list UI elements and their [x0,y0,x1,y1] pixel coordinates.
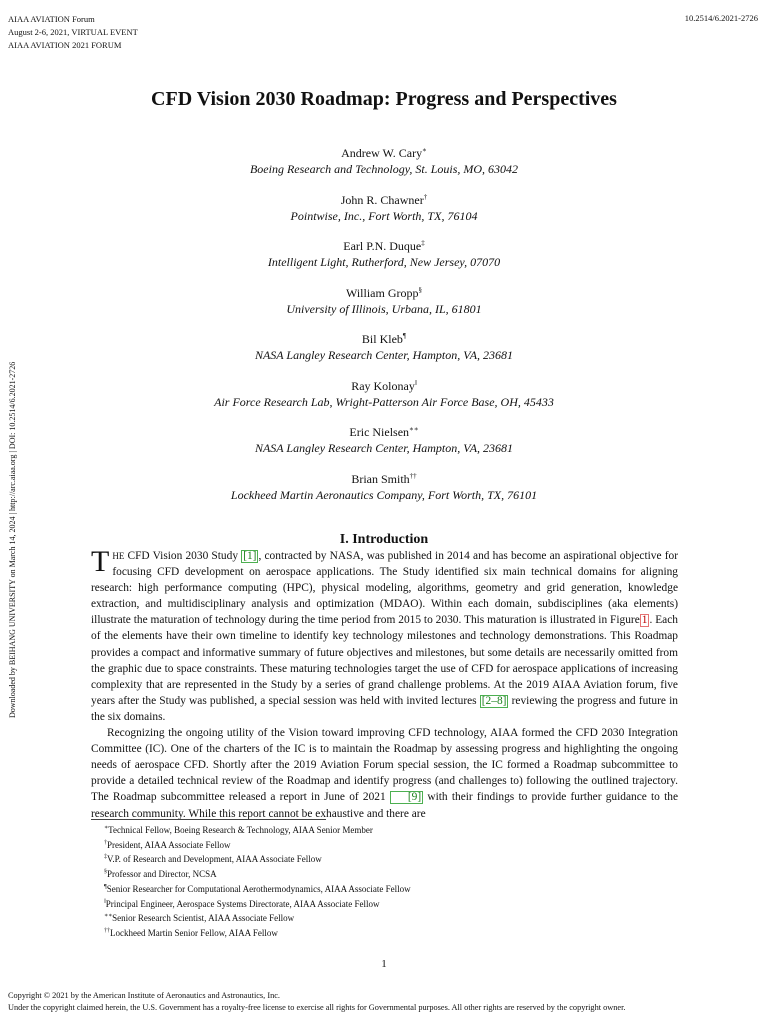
author-name: Brian Smith [351,471,410,486]
footnote-text: Principal Engineer, Aerospace Systems Directorate, AIAA Associate Fellow [105,898,380,909]
citation-link[interactable]: [2–8] [481,694,507,707]
author-block [0,328,768,375]
author-name: Eric Nielsen [349,425,410,439]
author-affiliation: NASA Langley Research Center, Hampton, VA, 23681 [254,348,514,362]
footnote-mark: ∗ [104,825,109,831]
footnote [104,896,411,911]
author-block [0,375,768,422]
author-affiliation: NASA Langley Research Center, Hampton, VA, 23681 [254,441,514,455]
author-affiliation: Pointwise, Inc., Fort Worth, TX, 76104 [290,208,478,223]
copyright-notice [8,990,625,1014]
paragraph [91,545,678,725]
author-mark: ‡ [421,239,425,247]
author-name: Earl P.N. Duque [343,239,422,253]
footnote [104,837,411,852]
footnote-mark: ∗∗ [104,913,113,920]
drop-cap: T [91,545,110,578]
footnote [104,910,411,925]
footnote-text: Professor and Director, NCSA [107,869,217,880]
introduction-body [91,545,679,822]
author-name: John R. Chawner [340,192,424,207]
author-list [0,142,768,514]
author-mark: ¶ [402,332,407,340]
footnote-mark: ‡ [104,854,107,861]
footnote-text: Senior Research Scientist, AIAA Associate Fellow [112,913,295,924]
paragraph-text: CFD Vision 2030 Study [124,550,242,562]
section-heading: I. Introduction [339,532,429,547]
header-line: AIAA AVIATION 2021 FORUM [8,40,122,50]
author-mark: § [418,285,422,294]
paragraph [91,725,678,822]
author-block [0,282,768,329]
citation-link[interactable]: [9] [390,791,423,804]
author-block [0,235,768,282]
header-line: AIAA AVIATION Forum [8,14,95,24]
footnote-text: Lockheed Martin Senior Fellow, AIAA Fellow [110,927,278,938]
author-mark: ∗∗ [409,425,419,433]
author-name: Andrew W. Cary [341,146,423,160]
footnote [104,881,411,896]
header-line: August 2-6, 2021, VIRTUAL EVENT [8,27,138,37]
footnote-text: President, AIAA Associate Fellow [107,839,231,850]
author-affiliation: Intelligent Light, Rutherford, New Jersey, 07070 [267,255,501,269]
footnote-mark: † [104,839,107,846]
paragraph-text: , contracted by NASA, was published in 2014 and has become an aspirational objective for focusing CFD development on aerospace applications. The Study identified six main technical domains for aligning research: high performance computing (HPC), physical modeling, algorithms, geometry and grid generation, knowledge extraction, and multidisciplinary analysis and optimization (MDAO). Within each domain, subdisciplines (aka elements) illustrate the maturation of technology during the time period from 2015 to 2030. This maturation is illustrated in Figure [91,550,678,627]
author-block [0,468,768,515]
paragraph-text: Recognizing the ongoing utility of the Vision toward improving CFD technology, AIAA formed the CFD 2030 Integration Committee (IC). One of the charters of the IC is to maintain the Roadmap by assessing progress and highlighting the ongoing needs of aerospace CFD. Shortly after the 2019 Aviation Forum special session, the IC formed a Roadmap subcommittee to provide a detailed technical review of the Roadmap and identify progress (and challenges to) following the outlined trajectory. The Roadmap subcommittee released a report in June of 2021 [91,727,678,804]
author-mark: † [423,192,428,201]
copyright-line: Under the copyright claimed herein, the U.S. Government has a royalty-free license to exercise all rights for Governmental purposes. All other rights are reserved by the copyright owner. [8,1003,626,1012]
author-affiliation: University of Illinois, Urbana, IL, 61801 [286,301,482,316]
paragraph-text: with their findings to provide further guidance to the research community. While this report cannot be exhaustive and there are [91,791,679,820]
footnote-text: Technical Fellow, Boeing Research & Technology, AIAA Senior Member [108,825,373,835]
paragraph-text: . Each of the elements have their own timeline to identify key technology milestones and technology demonstrations. This Roadmap provides a compact and informative summary of future objectives and milestones, but some details are necessarily omitted from the graphic due to space constraints. These maturing technologies target the use of CFD for aerospace applications of increasing complexity that are represented in the Study by a series of grand challenge problems. At the 2019 AIAA Aviation forum, five years after the Study was published, a special session was held with invited lectures [91,614,678,707]
author-affiliation: Lockheed Martin Aeronautics Company, Fort Worth, TX, 76101 [230,487,538,502]
author-mark: ‖ [414,378,417,387]
author-mark: †† [409,471,417,480]
page-number: 1 [381,958,387,970]
figure-link[interactable]: 1 [641,614,648,627]
author-name: William Gropp [345,285,419,300]
footnote-mark: ‖ [104,898,106,905]
author-name: Ray Kolonay [351,378,415,393]
footnote-list [104,822,411,940]
footnote [104,866,411,881]
citation-link[interactable]: [1] [243,550,257,562]
author-affiliation: Air Force Research Lab, Wright-Patterson Air Force Base, OH, 45433 [214,394,554,409]
footnote-mark: § [104,869,107,876]
footnote-text: Senior Researcher for Computational Aerothermodynamics, AIAA Associate Fellow [106,883,411,894]
footnote-text: V.P. of Research and Development, AIAA Associate Fellow [107,854,322,865]
author-name: Bil Kleb [361,332,403,346]
footnote [104,925,411,940]
doi-label: 10.2514/6.2021-2726 [684,13,758,23]
author-block [0,421,768,468]
conference-header [8,13,138,52]
copyright-line: Copyright © 2021 by the American Institute of Aeronautics and Astronautics, Inc. [8,991,280,1000]
author-affiliation: Boeing Research and Technology, St. Louis, MO, 63042 [249,162,519,176]
paragraph-text: reviewing the progress and future in the six domains. [91,694,678,723]
author-block [0,142,768,189]
small-caps-text: HE [112,551,125,561]
footnote-mark: ¶ [104,883,107,890]
footnote-mark: †† [104,927,110,934]
paper-title: CFD Vision 2030 Roadmap: Progress and Perspectives [151,88,617,110]
author-block [0,189,768,236]
footnote [104,822,411,837]
author-mark: ∗ [422,146,427,154]
footnote [104,851,411,866]
footnote-divider [91,819,326,820]
download-watermark: Downloaded by BEIHANG UNIVERSITY on March 14, 2024 | http://arc.aiaa.org | DOI: 10.2514/6.2021-2726 [8,361,17,718]
